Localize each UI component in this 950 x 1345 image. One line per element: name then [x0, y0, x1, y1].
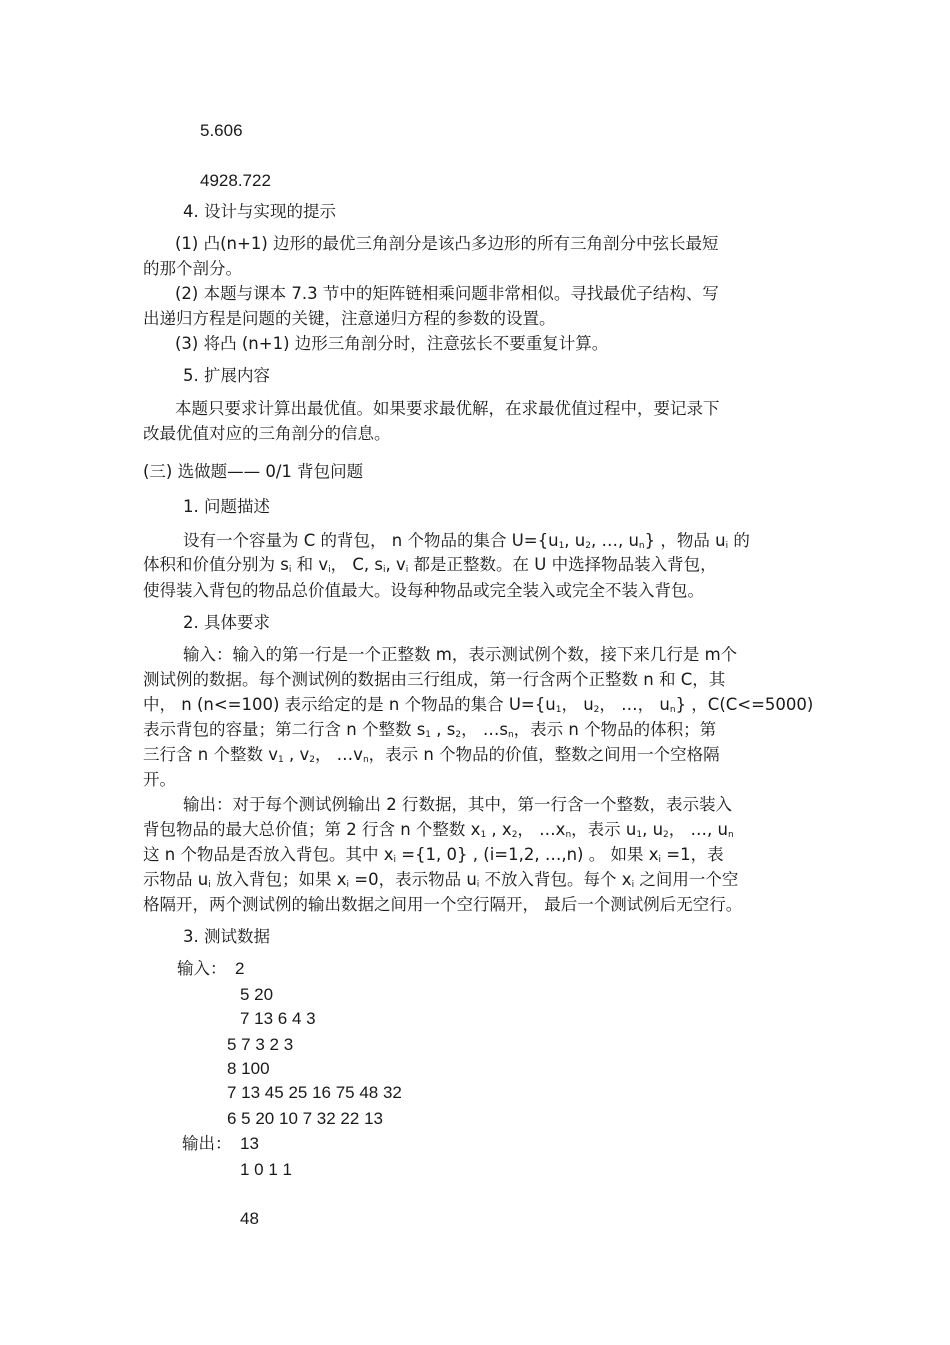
description-line-1: 设有一个容量为 C 的背包， n 个物品的集合 $U=\{u_1$, $u_2$, …, $u_n$} ，物品 $u_i$ 的	[183, 531, 750, 551]
heading-test-data: 3. 测试数据	[183, 927, 270, 946]
test-input-line: 8 100	[227, 1059, 270, 1078]
hint-2-line-2: 出递归方程是问题的关键，注意递归方程的参数的设置。	[143, 309, 556, 328]
extension-line-1: 本题只要求计算出最优值。如果要求最优解，在求最优值过程中，要记录下	[175, 399, 720, 418]
output-spec-line-3: 这 n 个物品是否放入背包。其中 $x_i =\{1$, 0} , (i=1,2, …,n) 。 如果 $x_i =1$，表	[143, 845, 724, 865]
test-output-line: 13	[240, 1134, 259, 1153]
heading-problem-description: 1. 问题描述	[183, 497, 270, 516]
hint-1-line-2: 的那个剖分。	[143, 259, 242, 278]
output-spec-line-1: 输出：对于每个测试例输出 2 行数据，其中，第一行含一个整数，表示装入	[183, 795, 732, 814]
input-spec-line-3: 中， n (n<=100) 表示给定的是 n 个物品的集合 $U=\{u_1$， $u_2$， …， $u_n$} ，C(C<=5000)	[143, 695, 814, 715]
test-input-label: 输入：	[177, 959, 227, 978]
input-spec-line-2: 测试例的数据。每个测试例的数据由三行组成，第一行含两个正整数 n 和 C，其	[143, 670, 726, 689]
heading-requirements: 2. 具体要求	[183, 613, 270, 632]
output-spec-line-5: 格隔开，两个测试例的输出数据之间用一个空行隔开， 最后一个测试例后无空行。	[143, 895, 743, 914]
input-spec-line-6: 开。	[143, 770, 176, 789]
input-spec-line-5: 三行含 n 个整数 $v_1$ , $v_2$， $\dots v_n$，表示 n 个物品的价值，整数之间用一个空格隔	[143, 745, 720, 765]
hint-3: (3) 将凸 (n+1) 边形三角剖分时，注意弦长不要重复计算。	[175, 334, 609, 353]
value-line-1: 5.606	[200, 121, 243, 140]
output-spec-line-2: 背包物品的最大总价值；第 2 行含 n 个整数 $x_1$ , $x_2$， $\dots x_n$，表示 $u_1$, $u_2$， …, $u_n$	[143, 820, 734, 840]
input-spec-line-1: 输入：输入的第一行是一个正整数 m，表示测试例个数，接下来几行是 m个	[183, 645, 738, 664]
test-output-label: 输出：	[182, 1134, 232, 1153]
section-heading-hints: 4. 设计与实现的提示	[183, 202, 336, 221]
hint-2-line-1: (2) 本题与课本 7.3 节中的矩阵链相乘问题非常相似。寻找最优子结构、写	[175, 284, 719, 303]
part-title: (三) 选做题—— 0/1 背包问题	[143, 462, 364, 481]
test-output-line: 48	[240, 1209, 259, 1228]
test-input-line: 5 20	[240, 985, 274, 1004]
test-output-line: 1 0 1 1	[240, 1160, 292, 1179]
test-input-line: 7 13 6 4 3	[240, 1009, 316, 1028]
input-spec-line-4: 表示背包的容量；第二行含 n 个整数 $s_1$ , $s_2$， $\dots s_n$，表示 n 个物品的体积；第	[143, 720, 717, 740]
value-line-2: 4928.722	[200, 171, 271, 190]
output-spec-line-4: 示物品 $u_i$ 放入背包；如果 $x_i =0$，表示物品 $u_i$ 不放入背包。每个 $x_i$ 之间用一个空	[143, 870, 739, 890]
extension-line-2: 改最优值对应的三角剖分的信息。	[143, 424, 391, 443]
test-input-line: 5 7 3 2 3	[227, 1035, 294, 1054]
hint-1-line-1: (1) 凸(n+1) 边形的最优三角剖分是该凸多边形的所有三角剖分中弦长最短	[175, 234, 719, 253]
test-input-line: 7 13 45 25 16 75 48 32	[227, 1083, 402, 1102]
description-line-2: 体积和价值分别为 $s_i$ 和 $v_i$， C, $s_i$, $v_i$ 都是正整数。在 U 中选择物品装入背包，	[143, 555, 717, 575]
test-input-line: 2	[235, 959, 245, 978]
description-line-3: 使得装入背包的物品总价值最大。设每种物品或完全装入或完全不装入背包。	[143, 581, 704, 600]
test-input-line: 6 5 20 10 7 32 22 13	[227, 1109, 383, 1128]
section-heading-extension: 5. 扩展内容	[183, 366, 270, 385]
